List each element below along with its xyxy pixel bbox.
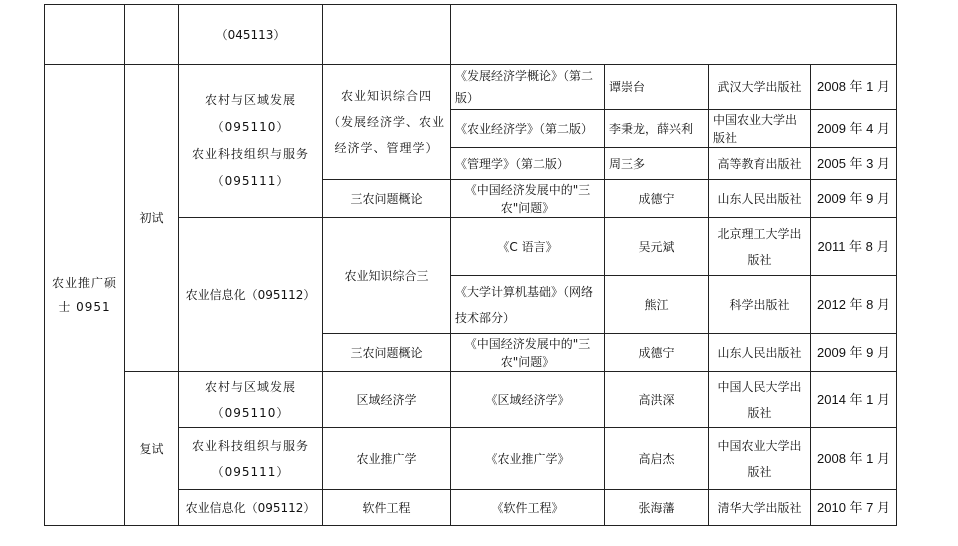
- date-cell: [811, 65, 897, 110]
- direction-cell: [179, 218, 323, 372]
- table-row: [45, 5, 897, 65]
- book-title-cell: [451, 490, 605, 526]
- pub-date: 2009 年 4 月: [817, 120, 890, 136]
- program-cell: [45, 65, 125, 526]
- direction-text: 农业信息化（095112）: [185, 287, 316, 302]
- book-title-cell: [451, 180, 605, 218]
- table-row: [45, 65, 897, 110]
- pub-date: 2010 年 7 月: [817, 499, 890, 515]
- book-title: 农"问题》: [500, 354, 555, 369]
- pub-date: 2008 年 1 月: [817, 450, 890, 466]
- publisher: 版社: [747, 252, 772, 267]
- subject-cell: [323, 490, 451, 526]
- author-cell: [605, 428, 709, 490]
- book-title: 《大学计算机基础》（网络: [455, 284, 594, 299]
- subject-cell: [323, 372, 451, 428]
- direction-text: （095110）: [211, 120, 290, 134]
- book-title: 《管理学》（第二版）: [455, 156, 570, 171]
- subject-cell: [323, 180, 451, 218]
- book-title-cell: [451, 334, 605, 372]
- author-cell: [605, 148, 709, 180]
- book-title: 版）: [455, 91, 480, 105]
- subject-text: 软件工程: [362, 500, 411, 515]
- direction-cell: [179, 372, 323, 428]
- book-title: 技术部分）: [455, 310, 516, 325]
- author: 吴元斌: [638, 239, 675, 254]
- date-cell: [811, 428, 897, 490]
- publisher: 中国人民大学出: [717, 379, 802, 394]
- author: 高启杰: [638, 451, 675, 466]
- direction-cell: [179, 65, 323, 218]
- publisher-cell: [709, 428, 811, 490]
- subject-text: 经济学、管理学）: [334, 141, 439, 155]
- publisher: 科学出版社: [729, 297, 790, 312]
- author-cell: [605, 65, 709, 110]
- subject-cell: [323, 428, 451, 490]
- date-cell: [811, 490, 897, 526]
- pub-date: 2009 年 9 月: [817, 190, 890, 206]
- subject-cell-prev: [323, 5, 451, 65]
- publisher: 山东人民出版社: [717, 345, 802, 360]
- book-title: 《农业推广学》: [485, 451, 570, 466]
- subject-text: 区域经济学: [356, 392, 417, 407]
- publisher-cell: [709, 218, 811, 276]
- book-title: 《中国经济发展中的"三: [464, 182, 591, 197]
- subject-cell: [323, 334, 451, 372]
- book-title: 《发展经济学概论》（第二: [455, 69, 594, 83]
- author: 李秉龙，薛兴利: [609, 121, 694, 136]
- table-row: [45, 372, 897, 428]
- stage-fushi-label: 复试: [139, 441, 164, 456]
- direction-cell-prev: [179, 5, 323, 65]
- author: 高洪深: [638, 392, 675, 407]
- author: 成德宁: [638, 191, 675, 206]
- publisher-cell: [709, 276, 811, 334]
- pub-date: 2008 年 1 月: [817, 79, 890, 94]
- author: 成德宁: [638, 345, 675, 360]
- publisher-cell: [709, 65, 811, 110]
- direction-text: （095110）: [211, 405, 290, 420]
- author-cell: [605, 218, 709, 276]
- book-title: 《农业经济学》（第二版）: [455, 121, 594, 136]
- publisher-cell: [709, 334, 811, 372]
- program-name-line1: 农业推广硕: [51, 276, 117, 290]
- book-title-cell: [451, 110, 605, 148]
- author: 熊江: [644, 297, 669, 312]
- pub-date: 2014 年 1 月: [817, 391, 890, 407]
- date-cell: [811, 110, 897, 148]
- direction-code: （045113）: [215, 27, 286, 42]
- publisher-cell: [709, 490, 811, 526]
- subject-text: 农业知识综合三: [344, 268, 429, 283]
- date-cell: [811, 276, 897, 334]
- book-cell-prev: [451, 5, 897, 65]
- book-title: 农"问题》: [500, 200, 555, 215]
- book-title: 《C 语言》: [497, 239, 558, 254]
- subject-text: 农业推广学: [356, 451, 417, 466]
- direction-text: （095111）: [211, 174, 290, 188]
- direction-cell: [179, 428, 323, 490]
- book-title: 《软件工程》: [491, 500, 564, 515]
- author-cell: [605, 276, 709, 334]
- book-title: 《区域经济学》: [485, 392, 570, 407]
- author-cell: [605, 110, 709, 148]
- program-cell-prev: [45, 5, 125, 65]
- pub-date: 2005 年 3 月: [817, 155, 890, 171]
- author: 谭崇台: [609, 80, 646, 94]
- direction-cell: [179, 490, 323, 526]
- stage-fushi-cell: [125, 372, 179, 526]
- subject-cell: [323, 65, 451, 180]
- author-cell: [605, 372, 709, 428]
- book-title-cell: [451, 372, 605, 428]
- pub-date: 2011 年 8 月: [817, 238, 890, 254]
- book-title-cell: [451, 276, 605, 334]
- book-title-cell: [451, 65, 605, 110]
- pub-date: 2009 年 9 月: [817, 344, 890, 360]
- author-cell: [605, 490, 709, 526]
- direction-text: 农业科技组织与服务: [191, 147, 309, 161]
- subject-text: 三农问题概论: [350, 191, 423, 206]
- date-cell: [811, 334, 897, 372]
- pub-date: 2012 年 8 月: [817, 296, 890, 312]
- subject-text: 三农问题概论: [350, 345, 423, 360]
- publisher: 版社: [747, 464, 772, 479]
- stage-chushi-cell: [125, 65, 179, 372]
- publisher-cell: [709, 110, 811, 148]
- date-cell: [811, 218, 897, 276]
- publisher: 山东人民出版社: [717, 191, 802, 206]
- book-title-cell: [451, 428, 605, 490]
- direction-text: 农业信息化（095112）: [185, 500, 316, 515]
- author: 周三多: [609, 156, 646, 171]
- publisher: 武汉大学出版社: [717, 80, 802, 94]
- author-cell: [605, 334, 709, 372]
- date-cell: [811, 180, 897, 218]
- publisher-cell: [709, 180, 811, 218]
- subject-text: （发展经济学、农业: [327, 115, 445, 129]
- publisher: 中国农业大学出: [713, 112, 798, 127]
- publisher: 高等教育出版社: [717, 156, 802, 171]
- date-cell: [811, 372, 897, 428]
- direction-text: （095111）: [211, 464, 290, 479]
- book-title-cell: [451, 218, 605, 276]
- author: 张海藩: [638, 500, 675, 515]
- date-cell: [811, 148, 897, 180]
- direction-text: 农村与区域发展: [204, 379, 296, 394]
- direction-text: 农业科技组织与服务: [191, 438, 309, 453]
- subject-text: 农业知识综合四: [340, 89, 432, 103]
- publisher: 北京理工大学出: [717, 226, 802, 241]
- stage-chushi-label: 初试: [139, 211, 164, 225]
- book-title-cell: [451, 148, 605, 180]
- book-title: 《中国经济发展中的"三: [464, 336, 591, 351]
- publisher: 中国农业大学出: [717, 438, 802, 453]
- publisher-cell: [709, 148, 811, 180]
- program-name-line2: 士 0951: [58, 300, 111, 314]
- publisher-cell: [709, 372, 811, 428]
- stage-cell-prev: [125, 5, 179, 65]
- publisher: 清华大学出版社: [717, 500, 802, 515]
- author-cell: [605, 180, 709, 218]
- subject-cell: [323, 218, 451, 334]
- publisher: 版社: [713, 130, 738, 145]
- direction-text: 农村与区域发展: [204, 93, 296, 107]
- publisher: 版社: [747, 405, 772, 420]
- exam-book-table: [44, 4, 897, 526]
